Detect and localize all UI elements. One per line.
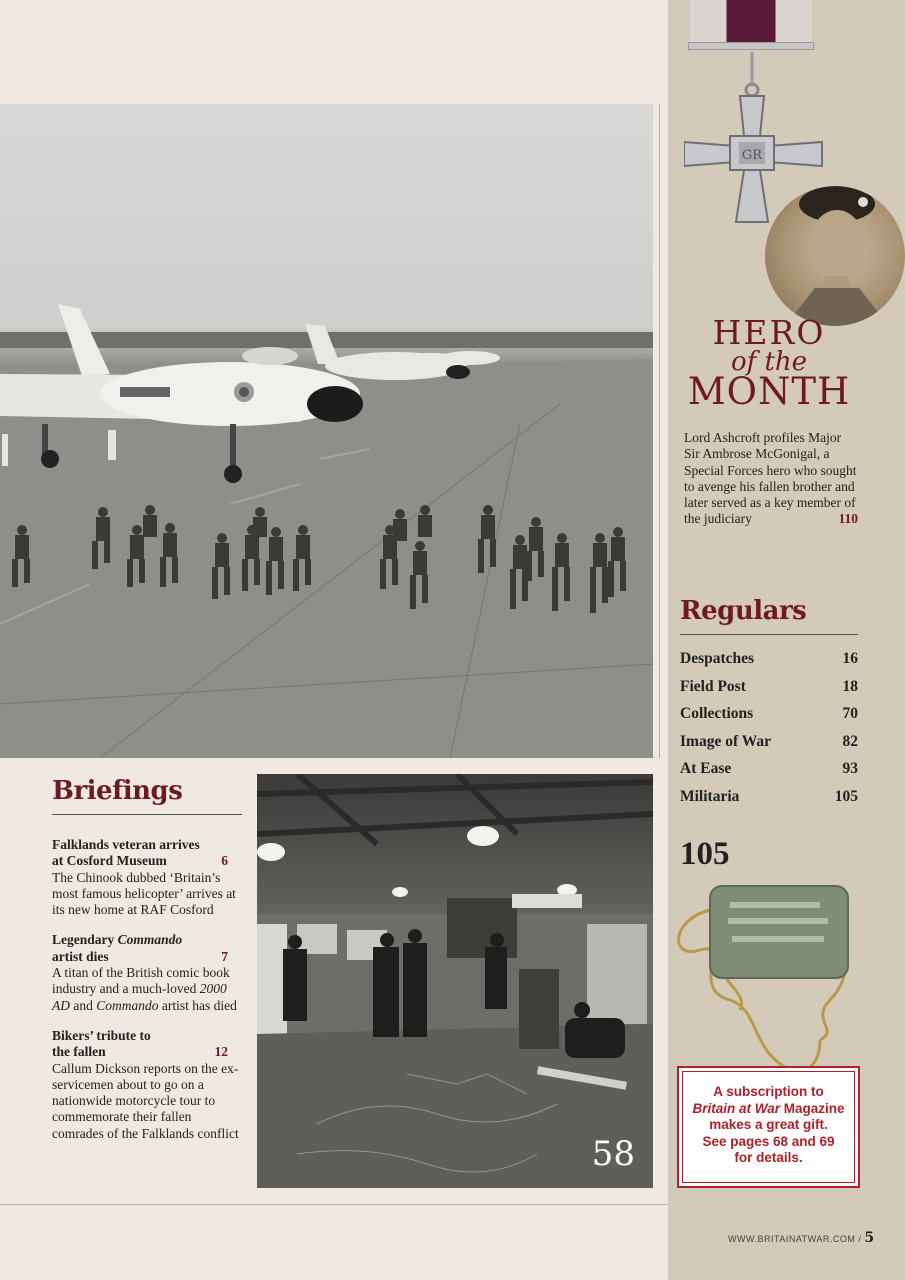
regular-label: Collections — [680, 705, 754, 722]
briefings-list — [52, 837, 242, 1142]
regular-item[interactable] — [680, 645, 858, 673]
regular-page: 93 — [842, 760, 858, 777]
subscription-line1: A subscription to — [713, 1084, 824, 1099]
briefing-heading — [52, 932, 242, 965]
briefings-rule — [52, 814, 242, 815]
briefing-heading — [52, 1028, 242, 1061]
footer-url[interactable]: WWW.BRITAINATWAR.COM — [728, 1234, 856, 1244]
briefing-item[interactable] — [52, 1028, 242, 1142]
briefing-heading — [52, 837, 242, 870]
briefings-section — [52, 776, 242, 1156]
dog-tag-icon — [670, 880, 860, 1080]
page-footer — [728, 1230, 875, 1246]
briefing-summary: A titan of the British comic book industry and a much-loved 2000 AD and Commando artist has died — [52, 965, 237, 1013]
svg-text:GR: GR — [741, 148, 763, 163]
regular-page: 18 — [842, 677, 858, 695]
regular-item[interactable] — [680, 700, 858, 728]
photo-page-reference[interactable]: 58 — [591, 1134, 635, 1174]
regulars-rule — [680, 634, 858, 635]
feature-page-number[interactable]: 105 — [680, 836, 730, 872]
regular-page: 70 — [842, 705, 858, 722]
subscription-line2-rest: Magazine — [780, 1100, 845, 1116]
briefing-item[interactable] — [52, 837, 242, 918]
regular-item[interactable] — [680, 755, 858, 783]
hero-title-line2: of the — [730, 347, 808, 377]
footer-rule — [0, 1204, 668, 1205]
regular-label: Field Post — [680, 677, 746, 695]
subscription-line5: for details. — [734, 1150, 803, 1165]
footer-separator: / — [858, 1234, 862, 1244]
subscription-line4: See pages 68 and 69 — [702, 1133, 835, 1149]
briefing-summary: Callum Dickson reports on the ex-servicemen about to go on a nationwide motorcycle tour to commemorate their fallen comrades of the Falklands conflict — [52, 1060, 239, 1141]
hero-title-line3: MONTH — [687, 370, 851, 413]
magazine-name: Britain at War — [692, 1100, 780, 1116]
briefing-item[interactable] — [52, 932, 242, 1013]
regular-label: Militaria — [680, 787, 740, 805]
briefing-heading-text: Bikers’ tribute to the fallen — [52, 1027, 151, 1060]
regulars-section — [680, 596, 858, 810]
regular-label: Despatches — [680, 650, 755, 667]
regular-item[interactable] — [680, 728, 858, 756]
medal-bar-image — [688, 42, 814, 50]
briefing-page-number: 7 — [221, 948, 228, 964]
briefing-page-number: 12 — [214, 1044, 228, 1060]
medal-ribbon-image — [690, 0, 812, 48]
briefing-heading-text: Legendary Commando artist dies — [52, 932, 183, 964]
operations-room-photo — [257, 774, 653, 1188]
hero-page-number: 110 — [838, 511, 858, 527]
regular-page: 105 — [834, 787, 858, 805]
hero-title-line1: HERO — [712, 313, 826, 352]
briefing-page-number: 6 — [221, 853, 228, 869]
subscription-promo[interactable] — [677, 1066, 860, 1188]
footer-page-number: 5 — [864, 1230, 875, 1246]
mcgonigal-portrait — [765, 186, 905, 326]
regular-item[interactable] — [680, 783, 858, 811]
briefing-heading-text: Falklands veteran arrives at Cosford Museum — [52, 837, 200, 869]
vulcan-scramble-photo — [0, 104, 653, 758]
regular-page: 16 — [842, 650, 858, 667]
regular-label: Image of War — [680, 732, 771, 750]
photo-divider — [659, 104, 660, 758]
regular-label: At Ease — [680, 760, 732, 777]
hero-of-the-month-title — [678, 313, 860, 413]
regular-page: 82 — [842, 732, 858, 750]
subscription-line3: makes a great gift. — [709, 1117, 828, 1132]
regulars-title: Regulars — [680, 596, 807, 626]
briefing-summary: The Chinook dubbed ‘Britain’s most famous helicopter’ arrives at its new home at RAF Cosford — [52, 869, 236, 918]
briefings-title: Briefings — [52, 776, 183, 806]
hero-summary-text: Lord Ashcroft profiles Major Sir Ambrose McGonigal, a Special Forces hero who sought to avenge his fallen brother and later served as a key member of the judiciary — [684, 430, 857, 527]
subscription-promo-inner — [682, 1071, 855, 1183]
regulars-list — [680, 645, 858, 810]
hero-summary[interactable] — [684, 430, 858, 528]
regular-item[interactable] — [680, 673, 858, 701]
subscription-line2 — [683, 1101, 854, 1118]
